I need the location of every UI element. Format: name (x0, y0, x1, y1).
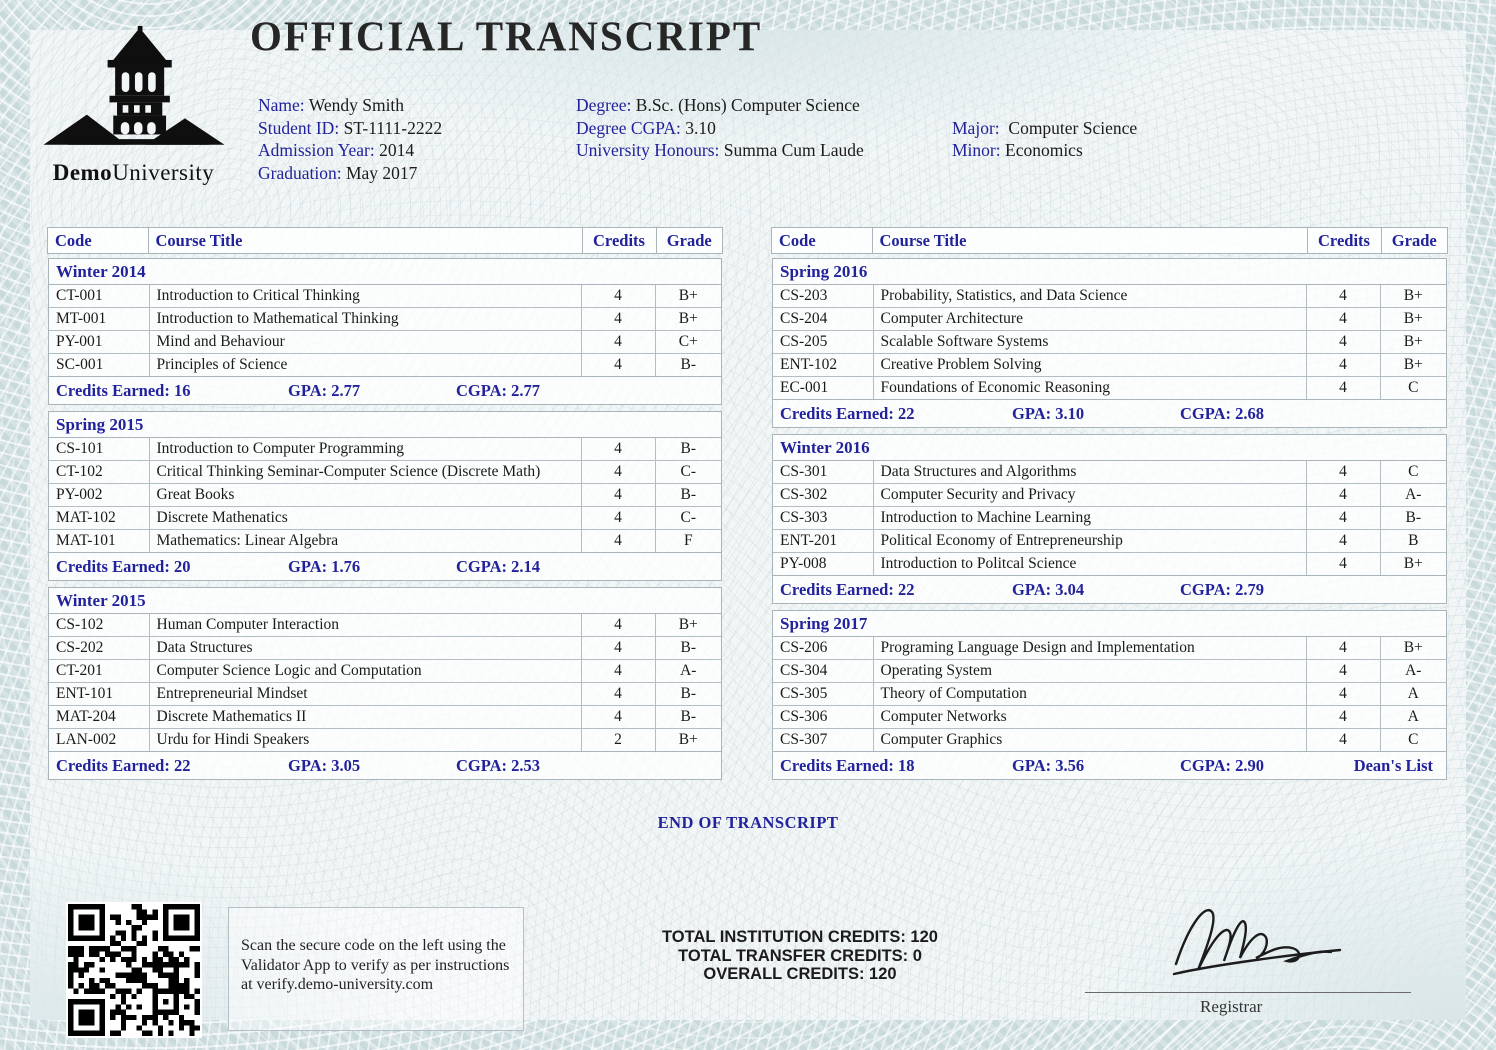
course-credits: 4 (581, 484, 655, 507)
course-table (49, 285, 721, 376)
semester-block (48, 587, 722, 780)
course-credits: 4 (1306, 354, 1380, 377)
course-grade: B- (655, 683, 721, 706)
course-code: MAT-204 (49, 706, 149, 729)
course-code: ENT-102 (773, 354, 873, 377)
course-row (49, 637, 721, 660)
course-row (773, 637, 1446, 660)
semester-gpa: GPA: 1.76 (288, 557, 361, 576)
course-title: Discrete Mathenatics (149, 507, 581, 530)
course-title: Programing Language Design and Implementation (873, 637, 1306, 660)
major-minor-block (952, 117, 1137, 162)
signature-line (1085, 992, 1411, 993)
university-logo (36, 26, 231, 186)
course-credits: 4 (581, 308, 655, 331)
course-code: CS-205 (773, 331, 873, 354)
header-grade: Grade (656, 228, 722, 253)
course-grade: B- (655, 354, 721, 377)
course-title: Computer Architecture (873, 308, 1306, 331)
verification-instructions-box (228, 907, 524, 1031)
table-header-row (772, 228, 1447, 253)
course-title: Theory of Computation (873, 683, 1306, 706)
course-code: PY-001 (49, 331, 149, 354)
course-title: Principles of Science (149, 354, 581, 377)
course-grade: C- (655, 507, 721, 530)
course-code: CS-203 (773, 285, 873, 308)
verification-text: Scan the secure code on the left using the Validator App to verify as per instructions at verify.demo-university.com (241, 937, 510, 993)
course-code: CS-101 (49, 438, 149, 461)
course-code: MAT-101 (49, 530, 149, 553)
course-table (773, 461, 1446, 575)
header-code: Code (48, 228, 148, 253)
course-code: LAN-002 (49, 729, 149, 752)
course-grade: A (1380, 683, 1446, 706)
course-title: Discrete Mathematics II (149, 706, 581, 729)
course-row (49, 683, 721, 706)
course-code: CS-303 (773, 507, 873, 530)
university-name (36, 160, 231, 186)
graduation-label: Graduation: (258, 162, 342, 183)
semester-cgpa: CGPA: 2.68 (1180, 404, 1265, 423)
university-name-rest: University (112, 160, 215, 185)
semester-block (48, 411, 722, 581)
major-label: Major: (952, 117, 1000, 138)
degree-cgpa-line (576, 117, 864, 140)
course-credits: 4 (1306, 331, 1380, 354)
course-grade: B- (655, 438, 721, 461)
student-id-line (258, 117, 442, 140)
semester-summary (49, 552, 721, 580)
course-code: CS-202 (49, 637, 149, 660)
course-grade: B- (655, 706, 721, 729)
course-title: Operating System (873, 660, 1306, 683)
course-row (773, 553, 1446, 576)
course-row (773, 377, 1446, 400)
total-line: TOTAL TRANSFER CREDITS: 0 (678, 946, 922, 965)
total-line: OVERALL CREDITS: 120 (703, 965, 897, 983)
course-row (773, 308, 1446, 331)
header-course-title: Course Title (148, 228, 582, 253)
course-row (49, 660, 721, 683)
course-title: Computer Security and Privacy (873, 484, 1306, 507)
name-value: Wendy Smith (308, 95, 405, 115)
course-grade: A- (1380, 660, 1446, 683)
semester-cgpa: CGPA: 2.79 (1180, 580, 1265, 599)
course-grade: B+ (655, 308, 721, 331)
semester-block (48, 258, 722, 405)
course-title: Computer Graphics (873, 729, 1306, 752)
course-row (773, 729, 1446, 752)
right-course-table (772, 228, 1447, 786)
course-title: Creative Problem Solving (873, 354, 1306, 377)
course-grade: B+ (655, 285, 721, 308)
semester-title: Winter 2016 (773, 435, 1446, 461)
admission-value: 2014 (379, 140, 415, 160)
course-grade: B- (655, 484, 721, 507)
course-credits: 4 (1306, 308, 1380, 331)
header-credits: Credits (1307, 228, 1381, 253)
course-grade: B- (655, 637, 721, 660)
course-credits: 4 (581, 706, 655, 729)
course-code: CS-302 (773, 484, 873, 507)
course-grade: A- (1380, 484, 1446, 507)
course-credits: 4 (1306, 377, 1380, 400)
university-name-bold: Demo (52, 160, 113, 185)
semester-title: Winter 2014 (49, 259, 721, 285)
course-grade: B+ (1380, 285, 1446, 308)
credit-totals (588, 928, 1012, 984)
graduation-value: May 2017 (345, 162, 418, 183)
course-credits: 4 (1306, 553, 1380, 576)
degree-label: Degree: (576, 95, 632, 115)
student-id-value: ST-1111-2222 (343, 117, 443, 138)
course-title: Great Books (149, 484, 581, 507)
student-name-line (258, 94, 442, 117)
table-header-row (48, 228, 722, 253)
course-grade: B+ (1380, 331, 1446, 354)
course-grade: C- (655, 461, 721, 484)
semester-summary (49, 751, 721, 779)
degree-value: B.Sc. (Hons) Computer Science (635, 95, 860, 115)
qr-code (66, 902, 202, 1038)
course-row (773, 507, 1446, 530)
course-row (49, 614, 721, 637)
course-code: EC-001 (773, 377, 873, 400)
course-credits: 4 (581, 285, 655, 308)
course-code: CT-201 (49, 660, 149, 683)
semester-block (772, 258, 1447, 428)
semester-summary (49, 376, 721, 404)
header-code: Code (772, 228, 872, 253)
semester-cgpa: CGPA: 2.77 (456, 381, 541, 400)
course-credits: 4 (581, 637, 655, 660)
course-table (773, 637, 1446, 751)
course-row (49, 461, 721, 484)
course-credits: 4 (581, 683, 655, 706)
deans-list-note: Dean's List (1353, 756, 1433, 775)
degree-info-block (576, 94, 864, 162)
course-title: Mind and Behaviour (149, 331, 581, 354)
course-code: MAT-102 (49, 507, 149, 530)
course-credits: 2 (581, 729, 655, 752)
course-row (773, 706, 1446, 729)
course-row (773, 683, 1446, 706)
page-title: OFFICIAL TRANSCRIPT (250, 12, 763, 60)
semester-block (772, 610, 1447, 780)
course-title: Computer Science Logic and Computation (149, 660, 581, 683)
course-row (49, 308, 721, 331)
course-table (49, 438, 721, 552)
course-row (773, 530, 1446, 553)
student-info-block (258, 94, 442, 184)
course-title: Introduction to Politcal Science (873, 553, 1306, 576)
course-code: CT-001 (49, 285, 149, 308)
honours-value: Summa Cum Laude (723, 140, 864, 160)
credits-earned: Credits Earned: 22 (780, 580, 915, 599)
course-row (773, 461, 1446, 484)
course-row (49, 285, 721, 308)
degree-cgpa-value: 3.10 (685, 117, 716, 138)
course-code: CS-204 (773, 308, 873, 331)
course-table (773, 285, 1446, 399)
name-label: Name: (258, 95, 305, 115)
course-code: CT-102 (49, 461, 149, 484)
semester-title: Spring 2017 (773, 611, 1446, 637)
course-title: Probability, Statistics, and Data Science (873, 285, 1306, 308)
course-grade: B+ (655, 614, 721, 637)
course-code: CS-305 (773, 683, 873, 706)
course-row (773, 660, 1446, 683)
university-tower-icon (39, 26, 229, 158)
course-code: CS-206 (773, 637, 873, 660)
course-title: Introduction to Mathematical Thinking (149, 308, 581, 331)
course-credits: 4 (1306, 637, 1380, 660)
course-row (773, 331, 1446, 354)
header-grade: Grade (1381, 228, 1447, 253)
course-code: PY-002 (49, 484, 149, 507)
semester-title: Spring 2016 (773, 259, 1446, 285)
minor-line (952, 139, 1137, 162)
course-row (49, 354, 721, 377)
course-title: Critical Thinking Seminar-Computer Science (Discrete Math) (149, 461, 581, 484)
course-credits: 4 (581, 614, 655, 637)
course-title: Data Structures (149, 637, 581, 660)
course-credits: 4 (1306, 706, 1380, 729)
course-row (773, 285, 1446, 308)
registrar-label: Registrar (1200, 997, 1263, 1016)
semester-summary (773, 751, 1446, 779)
admission-label: Admission Year: (258, 140, 375, 160)
course-grade: B+ (1380, 354, 1446, 377)
semester-gpa: GPA: 3.56 (1012, 756, 1085, 775)
course-credits: 4 (1306, 729, 1380, 752)
course-credits: 4 (581, 507, 655, 530)
course-credits: 4 (1306, 683, 1380, 706)
course-code: PY-008 (773, 553, 873, 576)
course-credits: 4 (581, 354, 655, 377)
admission-line (258, 139, 442, 162)
course-title: Foundations of Economic Reasoning (873, 377, 1306, 400)
course-row (49, 484, 721, 507)
course-code: ENT-101 (49, 683, 149, 706)
credits-earned: Credits Earned: 20 (56, 557, 191, 576)
course-credits: 4 (1306, 660, 1380, 683)
course-credits: 4 (1306, 285, 1380, 308)
course-row (49, 530, 721, 553)
course-grade: B- (1380, 507, 1446, 530)
course-code: CS-102 (49, 614, 149, 637)
left-course-table (48, 228, 722, 786)
course-code: CS-301 (773, 461, 873, 484)
credits-earned: Credits Earned: 16 (56, 381, 191, 400)
course-code: ENT-201 (773, 530, 873, 553)
degree-line (576, 94, 864, 117)
course-row (49, 507, 721, 530)
semester-gpa: GPA: 2.77 (288, 381, 361, 400)
course-row (49, 706, 721, 729)
course-grade: B+ (1380, 553, 1446, 576)
course-grade: C (1380, 729, 1446, 752)
header-credits: Credits (582, 228, 656, 253)
course-credits: 4 (1306, 461, 1380, 484)
course-credits: 4 (581, 331, 655, 354)
semester-cgpa: CGPA: 2.14 (456, 557, 541, 576)
credits-earned: Credits Earned: 22 (780, 404, 915, 423)
course-title: Data Structures and Algorithms (873, 461, 1306, 484)
degree-cgpa-label: Degree CGPA: (576, 117, 681, 138)
course-code: CS-304 (773, 660, 873, 683)
minor-value: Economics (1005, 140, 1083, 160)
course-row (49, 729, 721, 752)
course-credits: 4 (581, 461, 655, 484)
course-title: Mathematics: Linear Algebra (149, 530, 581, 553)
course-title: Political Economy of Entrepreneurship (873, 530, 1306, 553)
header-course-title: Course Title (872, 228, 1307, 253)
course-credits: 4 (581, 438, 655, 461)
course-credits: 4 (1306, 507, 1380, 530)
course-grade: B+ (1380, 637, 1446, 660)
course-grade: A (1380, 706, 1446, 729)
course-grade: B+ (1380, 308, 1446, 331)
semester-title: Spring 2015 (49, 412, 721, 438)
honours-label: University Honours: (576, 140, 720, 160)
course-code: CS-306 (773, 706, 873, 729)
course-title: Scalable Software Systems (873, 331, 1306, 354)
semester-cgpa: CGPA: 2.90 (1180, 756, 1265, 775)
course-row (49, 438, 721, 461)
course-grade: C+ (655, 331, 721, 354)
student-id-label: Student ID: (258, 117, 340, 138)
course-title: Entrepreneurial Mindset (149, 683, 581, 706)
semester-summary (773, 399, 1446, 427)
registrar-signature (1168, 898, 1378, 988)
credits-earned: Credits Earned: 18 (780, 756, 915, 775)
semester-gpa: GPA: 3.04 (1012, 580, 1085, 599)
course-code: CS-307 (773, 729, 873, 752)
course-title: Urdu for Hindi Speakers (149, 729, 581, 752)
minor-label: Minor: (952, 140, 1001, 160)
course-grade: C (1380, 377, 1446, 400)
major-value: Computer Science (1008, 117, 1138, 138)
total-line: TOTAL INSTITUTION CREDITS: 120 (662, 928, 938, 946)
semester-summary (773, 575, 1446, 603)
course-credits: 4 (1306, 530, 1380, 553)
credits-earned: Credits Earned: 22 (56, 756, 191, 775)
course-row (773, 354, 1446, 377)
course-row (773, 484, 1446, 507)
semester-block (772, 434, 1447, 604)
course-title: Introduction to Computer Programming (149, 438, 581, 461)
course-credits: 4 (581, 660, 655, 683)
semester-title: Winter 2015 (49, 588, 721, 614)
major-line (952, 117, 1137, 140)
course-credits: 4 (1306, 484, 1380, 507)
semester-cgpa: CGPA: 2.53 (456, 756, 541, 775)
course-row (49, 331, 721, 354)
course-title: Human Computer Interaction (149, 614, 581, 637)
course-grade: A- (655, 660, 721, 683)
course-title: Introduction to Machine Learning (873, 507, 1306, 530)
course-table (49, 614, 721, 751)
graduation-line (258, 162, 442, 185)
semester-gpa: GPA: 3.05 (288, 756, 361, 775)
course-grade: C (1380, 461, 1446, 484)
course-code: SC-001 (49, 354, 149, 377)
course-grade: F (655, 530, 721, 553)
course-grade: B (1380, 530, 1446, 553)
course-title: Introduction to Critical Thinking (149, 285, 581, 308)
course-title: Computer Networks (873, 706, 1306, 729)
end-of-transcript-text: END OF TRANSCRIPT (657, 813, 839, 832)
course-credits: 4 (581, 530, 655, 553)
course-code: MT-001 (49, 308, 149, 331)
honours-line (576, 139, 864, 162)
course-grade: B+ (655, 729, 721, 752)
semester-gpa: GPA: 3.10 (1012, 404, 1085, 423)
